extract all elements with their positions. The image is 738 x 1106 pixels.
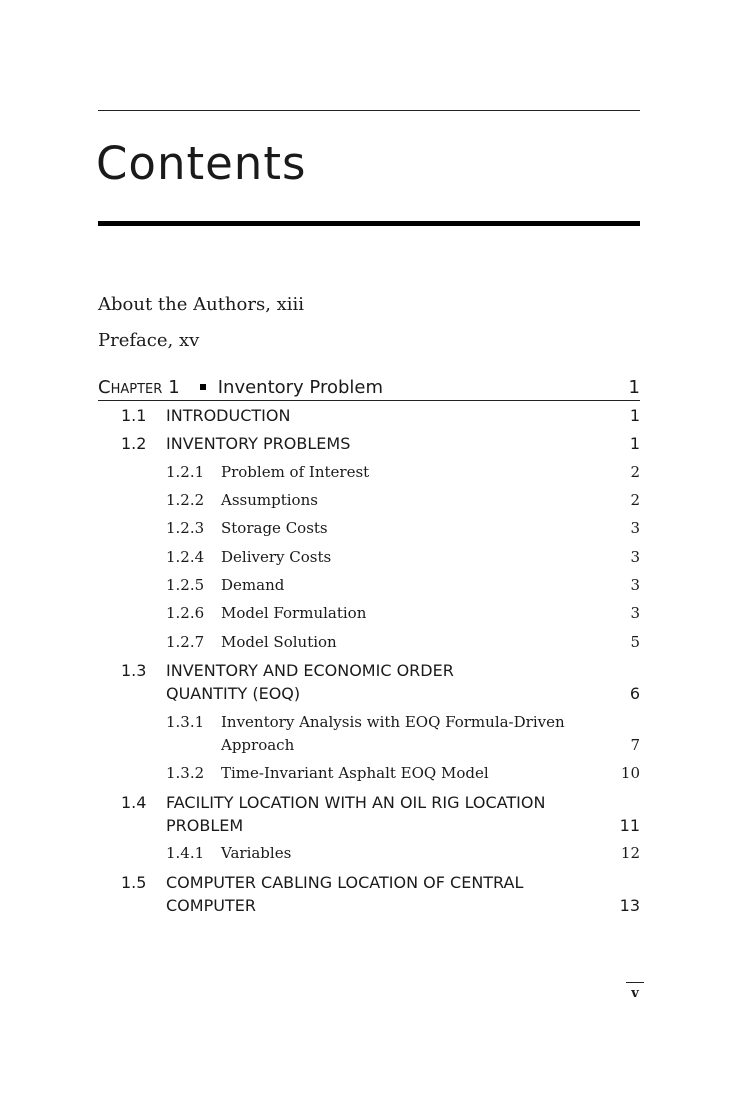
- section-number: 1.1: [121, 406, 147, 425]
- subsection-page: 5: [630, 633, 640, 651]
- subsection-page: 2: [630, 491, 640, 509]
- section-number: 1.5: [121, 873, 147, 892]
- subsection-title: Assumptions: [221, 491, 318, 509]
- subsection-page: 3: [630, 576, 640, 594]
- section-title-line-1: COMPUTER CABLING LOCATION OF CENTRAL: [166, 873, 524, 892]
- subsection-title: Variables: [221, 844, 292, 862]
- page-number: v: [631, 986, 639, 1001]
- section-page: 13: [619, 896, 640, 915]
- section-title-line-1: INVENTORY AND ECONOMIC ORDER: [166, 661, 454, 680]
- section-title-line-1: FACILITY LOCATION WITH AN OIL RIG LOCATION: [166, 793, 546, 812]
- section-title: INTRODUCTION: [166, 406, 291, 425]
- subsection-page: 3: [630, 548, 640, 566]
- top-rule: [98, 110, 640, 111]
- subsection-title: Model Solution: [221, 633, 337, 651]
- subsection-title: Time-Invariant Asphalt EOQ Model: [221, 764, 489, 782]
- subsection-page: 10: [620, 764, 640, 782]
- title-underline: [98, 221, 640, 226]
- subsection-title: Model Formulation: [221, 604, 367, 622]
- chapter-number: 1: [168, 377, 180, 398]
- page-title: Contents: [96, 137, 307, 190]
- subsection-title: Demand: [221, 576, 285, 594]
- subsection-number: 1.2.1: [166, 463, 205, 481]
- section-title-line-2: PROBLEM: [166, 816, 244, 835]
- subsection-page: 12: [620, 844, 640, 862]
- subsection-page: 7: [630, 736, 640, 754]
- subsection-number: 1.3.1: [166, 713, 205, 731]
- section-number: 1.2: [121, 434, 147, 453]
- chapter-page: 1: [628, 377, 640, 398]
- section-number: 1.3: [121, 661, 147, 680]
- front-matter-preface: Preface, xv: [98, 330, 200, 351]
- subsection-number: 1.3.2: [166, 764, 205, 782]
- subsection-title-line-2-text: Approach: [221, 736, 295, 754]
- subsection-page: 3: [630, 519, 640, 537]
- square-bullet-icon: [200, 384, 206, 390]
- subsection-number: 1.2.3: [166, 519, 205, 537]
- subsection-title-line-1: Inventory Analysis with EOQ Formula-Driven: [221, 713, 565, 731]
- section-title-line-2: QUANTITY (EOQ): [166, 684, 301, 703]
- section-title: INVENTORY PROBLEMS: [166, 434, 351, 453]
- chapter-title: Inventory Problem: [217, 377, 384, 398]
- section-page: 11: [619, 816, 640, 835]
- subsection-number: 1.2.6: [166, 604, 205, 622]
- subsection-title: Problem of Interest: [221, 463, 370, 481]
- subsection-title-line-2: [221, 734, 581, 757]
- chapter-label-initial: C: [98, 377, 111, 398]
- subsection-title: Storage Costs: [221, 519, 328, 537]
- subsection-number: 1.2.7: [166, 633, 205, 651]
- subsection-number: 1.2.4: [166, 548, 205, 566]
- section-page: 1: [629, 434, 640, 453]
- section-page: 1: [629, 406, 640, 425]
- chapter-label-rest: HAPTER: [110, 382, 163, 397]
- subsection-number: 1.2.5: [166, 576, 205, 594]
- subsection-page: 2: [630, 463, 640, 481]
- section-title-line-2: COMPUTER: [166, 896, 256, 915]
- chapter-heading: [98, 376, 640, 401]
- front-matter-about-authors: About the Authors, xiii: [98, 294, 305, 315]
- subsection-page: 3: [630, 604, 640, 622]
- folio-rule: [626, 982, 644, 983]
- subsection-number: 1.2.2: [166, 491, 205, 509]
- subsection-number: 1.4.1: [166, 844, 205, 862]
- section-page: 6: [629, 684, 640, 703]
- section-number: 1.4: [121, 793, 147, 812]
- subsection-title: Delivery Costs: [221, 548, 332, 566]
